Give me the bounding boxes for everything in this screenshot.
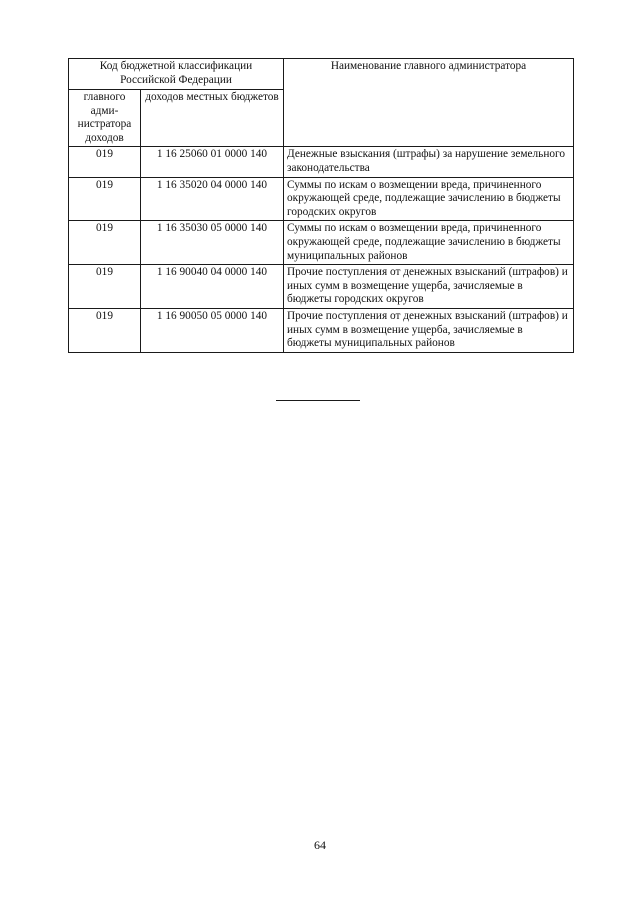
admin-code-cell: 019 — [69, 308, 141, 352]
income-code-cell: 1 16 90040 04 0000 140 — [141, 265, 284, 309]
admin-code-cell: 019 — [69, 147, 141, 177]
admin-name-cell: Прочие поступления от денежных взысканий (штрафов) и иных сумм в возмещение ущерба, зачисляемые в бюджеты муниципальных районов — [284, 308, 574, 352]
header-income-code: доходов местных бюджетов — [141, 90, 284, 147]
header-admin-code: главного адми-нистратора доходов — [69, 90, 141, 147]
admin-code-cell: 019 — [69, 177, 141, 221]
income-code-cell: 1 16 35030 05 0000 140 — [141, 221, 284, 265]
admin-name-cell: Денежные взыскания (штрафы) за нарушение земельного законодательства — [284, 147, 574, 177]
table-row — [69, 147, 574, 177]
header-group-label: Код бюджетной классификации Российской Федерации — [69, 59, 284, 90]
table-row — [69, 308, 574, 352]
income-code-cell: 1 16 90050 05 0000 140 — [141, 308, 284, 352]
budget-classification-table — [68, 58, 574, 353]
admin-name-cell: Суммы по искам о возмещении вреда, причиненного окружающей среде, подлежащие зачислению в бюджеты городских округов — [284, 177, 574, 221]
header-row-group — [69, 59, 574, 90]
separator-line — [276, 400, 360, 401]
table-row — [69, 265, 574, 309]
table-row — [69, 177, 574, 221]
admin-name-cell: Прочие поступления от денежных взысканий (штрафов) и иных сумм в возмещение ущерба, зачисляемые в бюджеты городских округов — [284, 265, 574, 309]
admin-name-cell: Суммы по искам о возмещении вреда, причиненного окружающей среде, подлежащие зачислению в бюджеты муниципальных районов — [284, 221, 574, 265]
admin-code-cell: 019 — [69, 265, 141, 309]
table-row — [69, 221, 574, 265]
income-code-cell: 1 16 25060 01 0000 140 — [141, 147, 284, 177]
income-code-cell: 1 16 35020 04 0000 140 — [141, 177, 284, 221]
header-admin-name: Наименование главного администратора — [284, 59, 574, 147]
admin-code-cell: 019 — [69, 221, 141, 265]
page-number: 64 — [314, 838, 326, 852]
